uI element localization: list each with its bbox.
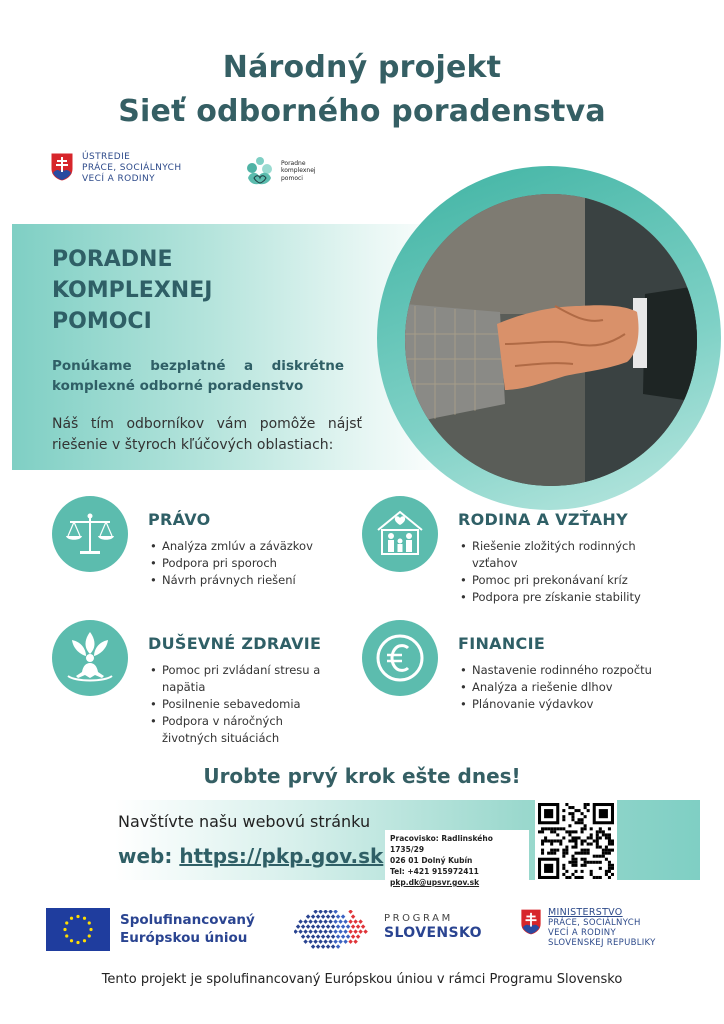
area-title-zdravie: DUŠEVNÉ ZDRAVIE	[148, 634, 322, 653]
meditation-lotus-icon	[52, 620, 128, 696]
area-list-financie	[460, 662, 670, 713]
hero-subtext: Náš tím odborníkov vám pomôže nájsť riešenie v štyroch kľúčových oblastiach:	[52, 416, 362, 453]
handshake-illustration	[405, 194, 697, 486]
area-list-zdravie	[150, 662, 340, 747]
list-item: • Analýza a riešenie dlhov	[460, 679, 670, 696]
pkp-logo	[244, 156, 316, 186]
list-item: • Riešenie zložitých rodinných vzťahov	[460, 538, 660, 572]
list-item: • Nastavenie rodinného rozpočtu	[460, 662, 670, 679]
area-title-rodina: RODINA A VZŤAHY	[458, 510, 628, 529]
qr-code-icon	[538, 803, 614, 879]
list-item: • Podpora pri sporoch	[150, 555, 350, 572]
list-item: • Návrh právnych riešení	[150, 572, 350, 589]
scales-icon	[52, 496, 128, 572]
slovak-shield-icon	[50, 152, 74, 182]
list-item: • Podpora v náročných životných situáciách	[150, 713, 340, 747]
contact-city: 026 01 Dolný Kubín	[390, 856, 473, 865]
footer-note: Tento projekt je spolufinancovaný Európskou úniou v rámci Programu Slovensko	[101, 972, 623, 987]
title-line-1: Národný projekt	[222, 50, 502, 85]
area-title-financie: FINANCIE	[458, 634, 546, 653]
contact-card	[385, 830, 529, 887]
area-title-pravo: PRÁVO	[148, 510, 211, 529]
euro-coin-icon	[362, 620, 438, 696]
qr-code[interactable]	[535, 800, 617, 882]
pkp-people-icon	[244, 156, 278, 186]
ministry-logo	[520, 908, 656, 948]
web-intro: Navštívte našu webovú stránku	[118, 812, 371, 831]
list-item: • Analýza zmlúv a záväzkov	[150, 538, 350, 555]
area-list-rodina	[460, 538, 660, 606]
list-item: • Posilnenie sebavedomia	[150, 696, 340, 713]
web-url	[118, 844, 383, 868]
title-line-2: Sieť odborného poradenstva	[118, 94, 606, 129]
contact-email[interactable]: pkp.dk@upsvr.gov.sk	[390, 878, 480, 887]
web-prefix: web:	[118, 844, 180, 868]
call-to-action: Urobte prvý krok ešte dnes!	[203, 764, 521, 788]
slovak-shield-icon	[520, 908, 542, 936]
list-item: • Pomoc pri prekonávaní kríz	[460, 572, 660, 589]
pkp-text: Poradne komplexnej pomoci	[281, 159, 316, 182]
handshake-photo	[405, 194, 697, 486]
program-slovensko-text: PROGRAM SLOVENSKO	[384, 913, 482, 941]
area-list-pravo	[150, 538, 350, 589]
ministry-text: MINISTERSTVO PRÁCE, SOCIÁLNYCH VECÍ A RODINY SLOVENSKEJ REPUBLIKY	[548, 907, 656, 948]
program-slovensko-logo-icon	[294, 910, 378, 954]
website-link[interactable]: https://pkp.gov.sk	[179, 844, 384, 868]
upsvr-text: ÚSTREDIE PRÁCE, SOCIÁLNYCH VECÍ A RODINY	[82, 152, 182, 184]
upsvr-logo	[50, 152, 182, 185]
hero-offer: Ponúkame bezplatné a diskrétne komplexné odborné poradenstvo	[52, 358, 344, 394]
contact-address: Pracovisko: Radlinského 1735/29	[390, 834, 493, 854]
family-house-icon	[362, 496, 438, 572]
list-item: • Podpora pre získanie stability	[460, 589, 660, 606]
eu-flag-icon	[46, 908, 110, 951]
eu-cofinanced-text: Spolufinancovaný Európskou úniou	[120, 912, 255, 946]
contact-phone: Tel: +421 915972411	[390, 867, 479, 876]
hero-heading: PORADNE KOMPLEXNEJ POMOCI	[52, 247, 213, 334]
list-item: • Plánovanie výdavkov	[460, 696, 670, 713]
list-item: • Pomoc pri zvládaní stresu a napätia	[150, 662, 340, 696]
